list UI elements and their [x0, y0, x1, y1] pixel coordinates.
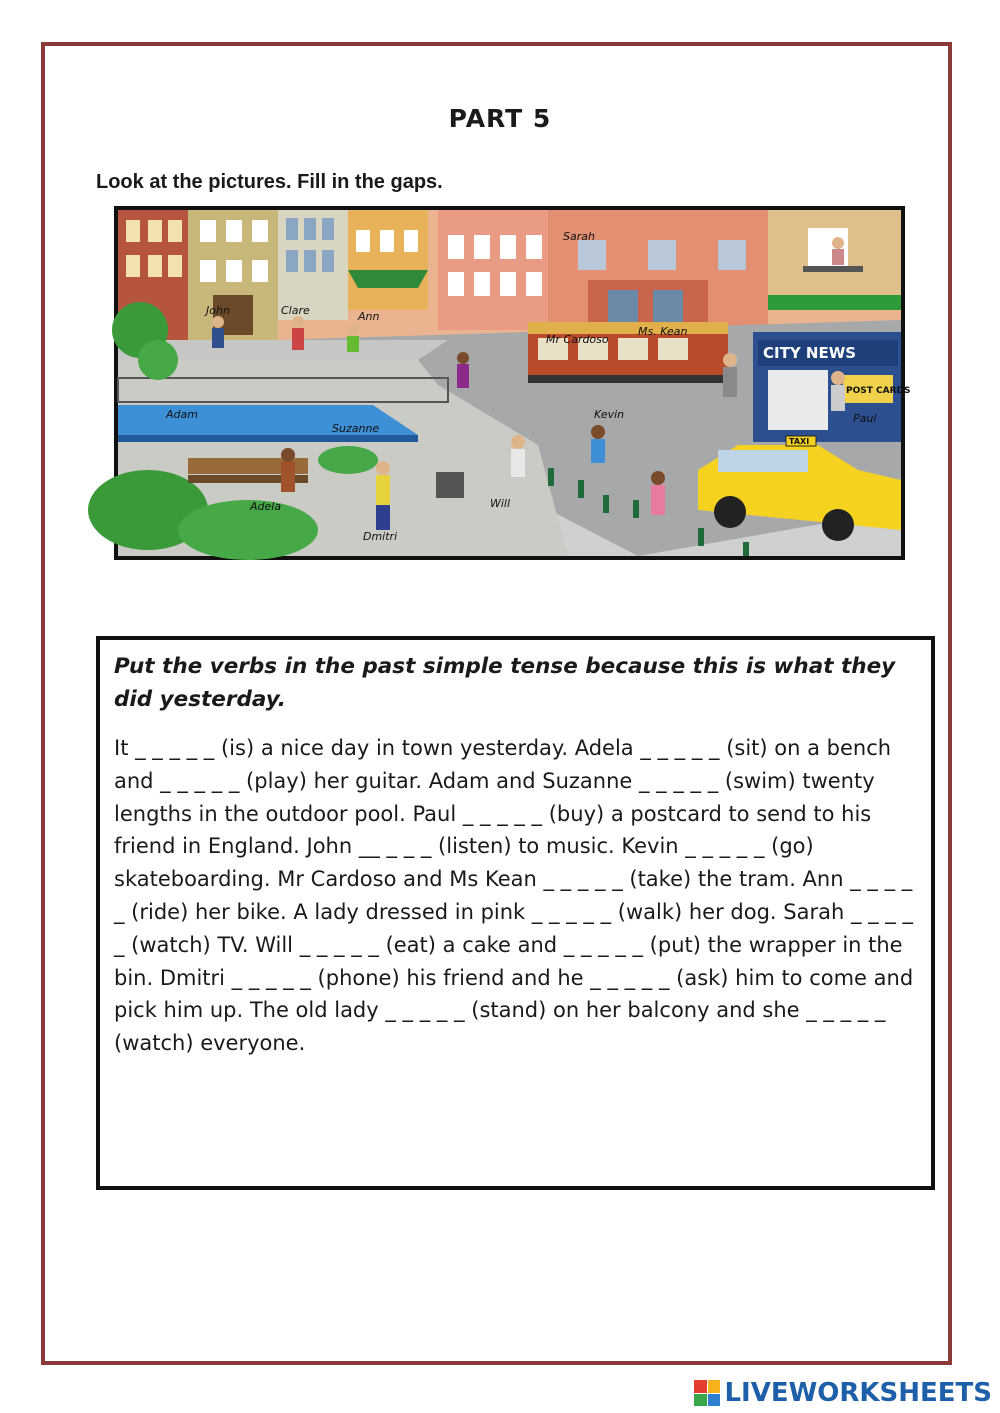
town-scene-illustration: [114, 206, 911, 560]
logo-mark-icon: [694, 1380, 720, 1406]
brand-name: LIVEWORKSHEETS: [724, 1378, 992, 1408]
label-will: Will: [490, 497, 511, 510]
bin: [436, 472, 464, 498]
label-mr-cardoso: Mr Cardoso: [546, 333, 609, 346]
page-title: PART 5: [448, 104, 552, 133]
label-ms-kean: Ms. Kean: [638, 325, 688, 338]
taxi-sign: TAXI: [789, 437, 810, 446]
exercise-text: It _ _ _ _ _ (is) a nice day in town yesterday. Adela _ _ _ _ _ (sit) on a bench and _ _ _ _ _ (play) her guitar. Adam and Suzanne _ _ _ _ _ (swim) twenty lengths in the outdoor pool. Paul _ _ _ _ _ (buy) a postcard to send to his friend in England. John __ _ _ _ (listen) to music. Kevin _ _ _ _ _ (go) skateboarding. Mr Cardoso and Ms Kean _ _ _ _ _ (take) the tram. Ann _ _ _ _ _ (ride) her bike. A lady dressed in pink _ _ _ _ _ (walk) her dog. Sarah _ _ _ _ _ (watch) TV. Will _ _ _ _ _ (eat) a cake and _ _ _ _ _ (put) the wrapper in the bin. Dmitri _ _ _ _ _ (phone) his friend and he _ _ _ _ _ (ask) him to come and pick him up. The old lady _ _ _ _ _ (stand) on her balcony and she _ _ _ _ _ (watch) everyone.: [114, 736, 914, 1056]
liveworksheets-logo: [694, 1378, 992, 1408]
tram: [528, 322, 728, 383]
exercise-heading: Put the verbs in the past simple tense because this is what they did yesterday.: [114, 654, 896, 712]
label-paul: Paul: [853, 412, 877, 425]
label-adam: Adam: [166, 408, 198, 421]
label-john: John: [206, 304, 230, 317]
label-sarah: Sarah: [563, 230, 595, 243]
city-news-sign: CITY NEWS: [763, 344, 857, 362]
label-dmitri: Dmitri: [363, 530, 398, 543]
postcards-sign: POST CARDS: [846, 386, 911, 396]
label-ann: Ann: [358, 310, 380, 323]
label-adela: Adela: [250, 500, 282, 513]
label-suzanne: Suzanne: [332, 422, 380, 435]
label-clare: Clare: [281, 304, 310, 317]
instruction-text: Look at the pictures. Fill in the gaps.: [96, 171, 443, 193]
exercise-box: [96, 636, 935, 1190]
town-scene-svg: [118, 210, 911, 556]
label-kevin: Kevin: [594, 408, 625, 421]
